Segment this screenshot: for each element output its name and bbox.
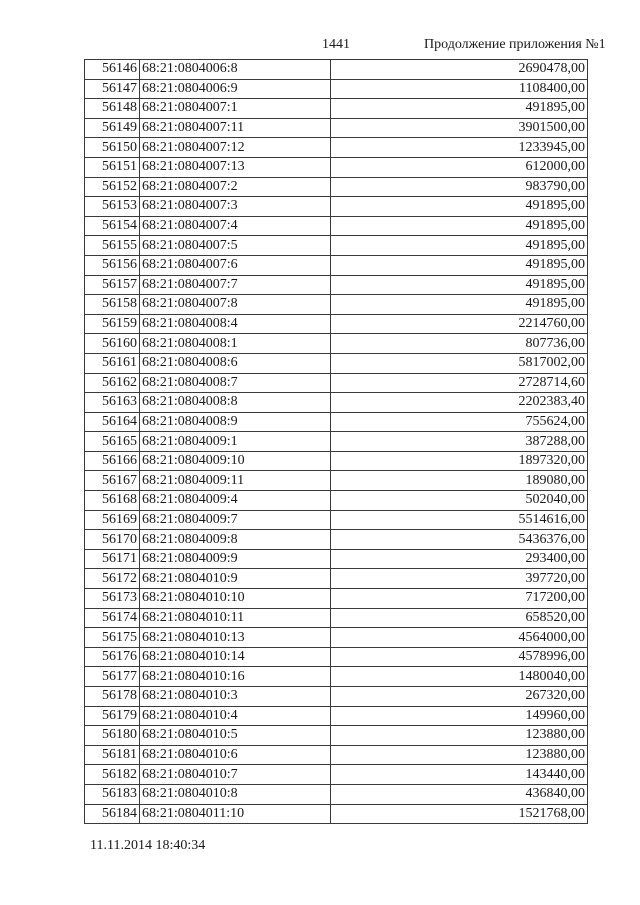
page-number: 1441 [322, 37, 350, 52]
cadastral-number-cell: 68:21:0804010:7 [140, 765, 331, 785]
row-number-cell: 56184 [85, 804, 140, 824]
table-row [85, 687, 588, 707]
table-row [85, 608, 588, 628]
row-number-cell: 56167 [85, 471, 140, 491]
table-row [85, 491, 588, 511]
cadastral-value-cell: 3901500,00 [331, 118, 588, 138]
table-body [85, 60, 588, 824]
table-row [85, 726, 588, 746]
table-row [85, 549, 588, 569]
cadastral-value-cell: 4564000,00 [331, 628, 588, 648]
table-row [85, 745, 588, 765]
cadastral-number-cell: 68:21:0804007:7 [140, 275, 331, 295]
table-row [85, 79, 588, 99]
row-number-cell: 56182 [85, 765, 140, 785]
table-row [85, 177, 588, 197]
cadastral-value-cell: 123880,00 [331, 745, 588, 765]
cadastral-value-table [84, 59, 588, 824]
row-number-cell: 56171 [85, 549, 140, 569]
cadastral-value-cell: 502040,00 [331, 491, 588, 511]
table-row [85, 589, 588, 609]
row-number-cell: 56174 [85, 608, 140, 628]
cadastral-number-cell: 68:21:0804009:9 [140, 549, 331, 569]
table-row [85, 373, 588, 393]
table-row [85, 334, 588, 354]
row-number-cell: 56162 [85, 373, 140, 393]
row-number-cell: 56154 [85, 216, 140, 236]
cadastral-value-cell: 2690478,00 [331, 60, 588, 80]
cadastral-value-cell: 491895,00 [331, 236, 588, 256]
cadastral-value-cell: 491895,00 [331, 99, 588, 119]
row-number-cell: 56153 [85, 197, 140, 217]
table-row [85, 667, 588, 687]
cadastral-number-cell: 68:21:0804007:3 [140, 197, 331, 217]
row-number-cell: 56179 [85, 706, 140, 726]
cadastral-value-cell: 491895,00 [331, 197, 588, 217]
cadastral-number-cell: 68:21:0804007:4 [140, 216, 331, 236]
appendix-continuation-note: Продолжение приложения №1 [424, 37, 606, 52]
row-number-cell: 56157 [85, 275, 140, 295]
row-number-cell: 56165 [85, 432, 140, 452]
row-number-cell: 56150 [85, 138, 140, 158]
cadastral-number-cell: 68:21:0804008:4 [140, 314, 331, 334]
table-row [85, 432, 588, 452]
cadastral-value-cell: 4578996,00 [331, 647, 588, 667]
row-number-cell: 56175 [85, 628, 140, 648]
table-row [85, 647, 588, 667]
cadastral-number-cell: 68:21:0804007:13 [140, 157, 331, 177]
table-row [85, 412, 588, 432]
row-number-cell: 56158 [85, 295, 140, 315]
cadastral-number-cell: 68:21:0804008:7 [140, 373, 331, 393]
table-row [85, 784, 588, 804]
row-number-cell: 56160 [85, 334, 140, 354]
table-row [85, 706, 588, 726]
cadastral-value-cell: 397720,00 [331, 569, 588, 589]
cadastral-number-cell: 68:21:0804009:11 [140, 471, 331, 491]
cadastral-number-cell: 68:21:0804007:8 [140, 295, 331, 315]
row-number-cell: 56152 [85, 177, 140, 197]
row-number-cell: 56177 [85, 667, 140, 687]
table-row [85, 804, 588, 824]
table-row [85, 275, 588, 295]
table-row [85, 99, 588, 119]
cadastral-number-cell: 68:21:0804007:11 [140, 118, 331, 138]
table-row [85, 353, 588, 373]
cadastral-number-cell: 68:21:0804010:10 [140, 589, 331, 609]
row-number-cell: 56170 [85, 530, 140, 550]
row-number-cell: 56181 [85, 745, 140, 765]
cadastral-number-cell: 68:21:0804010:5 [140, 726, 331, 746]
row-number-cell: 56161 [85, 353, 140, 373]
cadastral-number-cell: 68:21:0804006:9 [140, 79, 331, 99]
cadastral-number-cell: 68:21:0804009:4 [140, 491, 331, 511]
row-number-cell: 56169 [85, 510, 140, 530]
cadastral-number-cell: 68:21:0804010:8 [140, 784, 331, 804]
table-row [85, 138, 588, 158]
row-number-cell: 56147 [85, 79, 140, 99]
cadastral-value-cell: 5817002,00 [331, 353, 588, 373]
table-row [85, 510, 588, 530]
cadastral-value-cell: 1108400,00 [331, 79, 588, 99]
cadastral-number-cell: 68:21:0804011:10 [140, 804, 331, 824]
cadastral-value-cell: 293400,00 [331, 549, 588, 569]
cadastral-number-cell: 68:21:0804010:3 [140, 687, 331, 707]
row-number-cell: 56168 [85, 491, 140, 511]
table-row [85, 471, 588, 491]
cadastral-value-cell: 436840,00 [331, 784, 588, 804]
table-row [85, 569, 588, 589]
row-number-cell: 56173 [85, 589, 140, 609]
row-number-cell: 56166 [85, 451, 140, 471]
cadastral-number-cell: 68:21:0804009:8 [140, 530, 331, 550]
cadastral-value-cell: 5514616,00 [331, 510, 588, 530]
row-number-cell: 56178 [85, 687, 140, 707]
cadastral-number-cell: 68:21:0804007:5 [140, 236, 331, 256]
cadastral-value-cell: 658520,00 [331, 608, 588, 628]
table-row [85, 628, 588, 648]
cadastral-value-cell: 387288,00 [331, 432, 588, 452]
cadastral-number-cell: 68:21:0804010:6 [140, 745, 331, 765]
cadastral-value-cell: 189080,00 [331, 471, 588, 491]
cadastral-value-cell: 1233945,00 [331, 138, 588, 158]
cadastral-value-cell: 807736,00 [331, 334, 588, 354]
cadastral-value-cell: 1480040,00 [331, 667, 588, 687]
cadastral-value-cell: 2202383,40 [331, 393, 588, 413]
cadastral-number-cell: 68:21:0804009:10 [140, 451, 331, 471]
table-row [85, 216, 588, 236]
table-row [85, 236, 588, 256]
row-number-cell: 56176 [85, 647, 140, 667]
table-row [85, 197, 588, 217]
row-number-cell: 56159 [85, 314, 140, 334]
cadastral-number-cell: 68:21:0804010:16 [140, 667, 331, 687]
row-number-cell: 56151 [85, 157, 140, 177]
cadastral-value-cell: 491895,00 [331, 295, 588, 315]
cadastral-number-cell: 68:21:0804008:1 [140, 334, 331, 354]
cadastral-number-cell: 68:21:0804008:6 [140, 353, 331, 373]
table-row [85, 60, 588, 80]
cadastral-value-cell: 755624,00 [331, 412, 588, 432]
row-number-cell: 56180 [85, 726, 140, 746]
cadastral-number-cell: 68:21:0804007:12 [140, 138, 331, 158]
table-row [85, 118, 588, 138]
cadastral-number-cell: 68:21:0804007:6 [140, 255, 331, 275]
row-number-cell: 56164 [85, 412, 140, 432]
cadastral-number-cell: 68:21:0804008:9 [140, 412, 331, 432]
row-number-cell: 56156 [85, 255, 140, 275]
cadastral-value-cell: 149960,00 [331, 706, 588, 726]
cadastral-number-cell: 68:21:0804010:4 [140, 706, 331, 726]
cadastral-value-cell: 717200,00 [331, 589, 588, 609]
cadastral-value-cell: 267320,00 [331, 687, 588, 707]
cadastral-value-cell: 2728714,60 [331, 373, 588, 393]
row-number-cell: 56149 [85, 118, 140, 138]
cadastral-number-cell: 68:21:0804010:14 [140, 647, 331, 667]
row-number-cell: 56183 [85, 784, 140, 804]
cadastral-number-cell: 68:21:0804006:8 [140, 60, 331, 80]
cadastral-number-cell: 68:21:0804007:2 [140, 177, 331, 197]
cadastral-value-cell: 123880,00 [331, 726, 588, 746]
table-row [85, 314, 588, 334]
cadastral-value-cell: 5436376,00 [331, 530, 588, 550]
cadastral-number-cell: 68:21:0804009:1 [140, 432, 331, 452]
table-row [85, 157, 588, 177]
cadastral-value-cell: 612000,00 [331, 157, 588, 177]
row-number-cell: 56163 [85, 393, 140, 413]
cadastral-number-cell: 68:21:0804009:7 [140, 510, 331, 530]
cadastral-number-cell: 68:21:0804010:11 [140, 608, 331, 628]
cadastral-value-cell: 491895,00 [331, 275, 588, 295]
row-number-cell: 56146 [85, 60, 140, 80]
table-row [85, 255, 588, 275]
table-row [85, 765, 588, 785]
cadastral-value-cell: 143440,00 [331, 765, 588, 785]
cadastral-value-cell: 2214760,00 [331, 314, 588, 334]
row-number-cell: 56155 [85, 236, 140, 256]
print-timestamp: 11.11.2014 18:40:34 [90, 838, 206, 853]
cadastral-value-cell: 1521768,00 [331, 804, 588, 824]
row-number-cell: 56172 [85, 569, 140, 589]
table-row [85, 451, 588, 471]
cadastral-value-cell: 983790,00 [331, 177, 588, 197]
table-row [85, 393, 588, 413]
table-row [85, 295, 588, 315]
cadastral-value-cell: 491895,00 [331, 255, 588, 275]
row-number-cell: 56148 [85, 99, 140, 119]
cadastral-number-cell: 68:21:0804007:1 [140, 99, 331, 119]
cadastral-value-cell: 491895,00 [331, 216, 588, 236]
cadastral-number-cell: 68:21:0804010:13 [140, 628, 331, 648]
cadastral-number-cell: 68:21:0804008:8 [140, 393, 331, 413]
cadastral-value-cell: 1897320,00 [331, 451, 588, 471]
cadastral-number-cell: 68:21:0804010:9 [140, 569, 331, 589]
table-row [85, 530, 588, 550]
